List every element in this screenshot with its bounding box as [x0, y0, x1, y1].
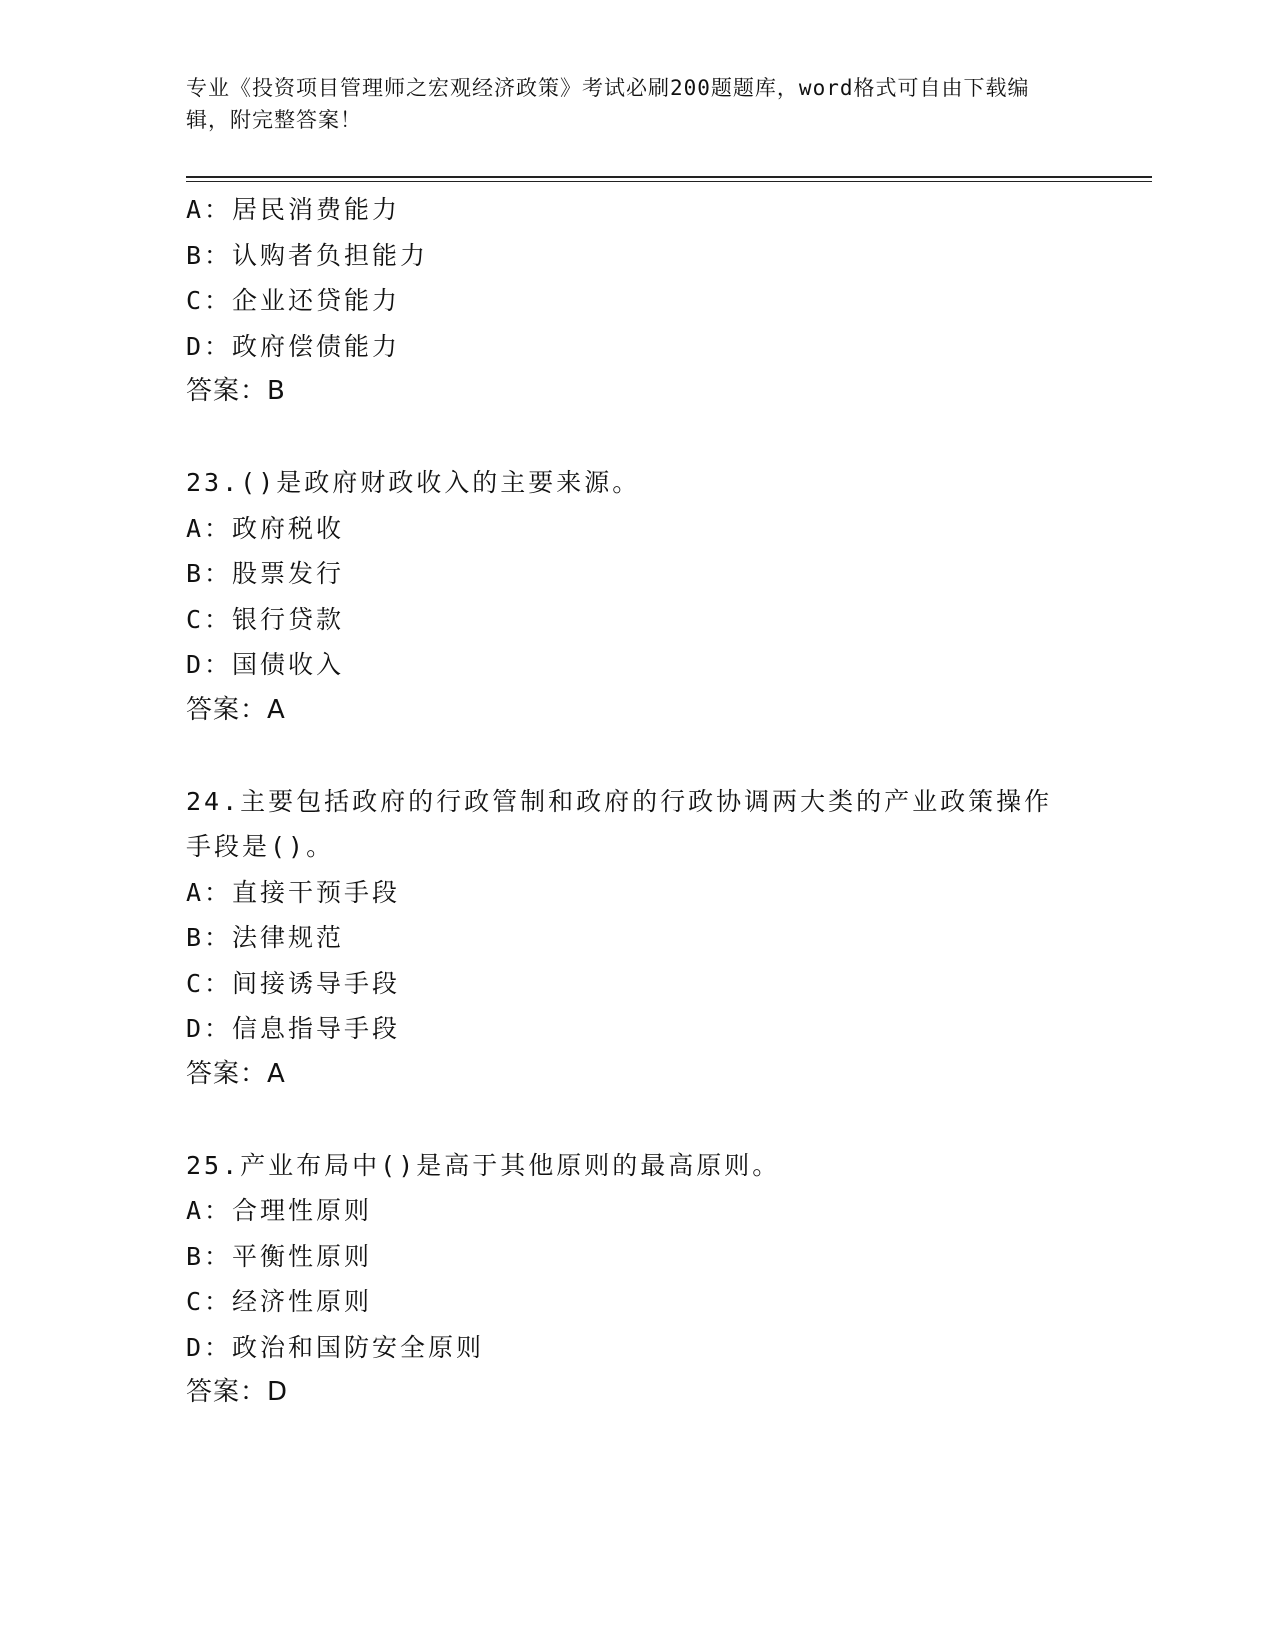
- option-d: D：政治和国防安全原则: [186, 1332, 485, 1362]
- document-header: 专业《投资项目管理师之宏观经济政策》考试必刷200题题库，word格式可自由下载编辑，附完整答案！: [186, 76, 1030, 132]
- option-d: D：政府偿债能力: [186, 331, 401, 361]
- option-d: D：信息指导手段: [186, 1014, 401, 1043]
- option-b: B：法律规范: [186, 923, 345, 952]
- option-c: C：经济性原则: [186, 1287, 373, 1316]
- answer-line: 答案：D: [186, 1377, 289, 1407]
- spacer: [186, 733, 1086, 779]
- answer-line: 答案：A: [186, 1058, 286, 1089]
- question-block-25: [186, 1143, 1086, 1416]
- option-a: A：居民消费能力: [186, 195, 401, 224]
- option-a: A：政府税收: [186, 513, 345, 543]
- option-d: D：国债收入: [186, 650, 345, 679]
- spacer: [186, 1097, 1086, 1143]
- header-divider-thick: [186, 176, 1152, 178]
- answer-line: 答案：B: [186, 376, 286, 406]
- option-a: A：合理性原则: [186, 1196, 373, 1225]
- question-block-24: [186, 779, 1086, 1098]
- option-c: C：银行贷款: [186, 604, 345, 634]
- question-block-23: [186, 460, 1086, 733]
- option-b: B：股票发行: [186, 559, 345, 588]
- answer-line: 答案：A: [186, 694, 286, 725]
- question-stem: 23.()是政府财政收入的主要来源。: [186, 468, 641, 497]
- option-a: A：直接干预手段: [186, 877, 401, 907]
- question-stem: 25.产业布局中()是高于其他原则的最高原则。: [186, 1150, 781, 1180]
- spacer: [186, 415, 1086, 461]
- option-c: C：企业还贷能力: [186, 286, 401, 315]
- question-stem: 24.主要包括政府的行政管制和政府的行政协调两大类的产业政策操作手段是()。: [186, 786, 1053, 861]
- option-b: B：认购者负担能力: [186, 240, 429, 270]
- header-divider-thin: [186, 181, 1152, 182]
- option-c: C：间接诱导手段: [186, 968, 401, 998]
- question-block-continued: [186, 187, 1086, 415]
- question-list: [186, 187, 1086, 1416]
- option-b: B：平衡性原则: [186, 1241, 373, 1271]
